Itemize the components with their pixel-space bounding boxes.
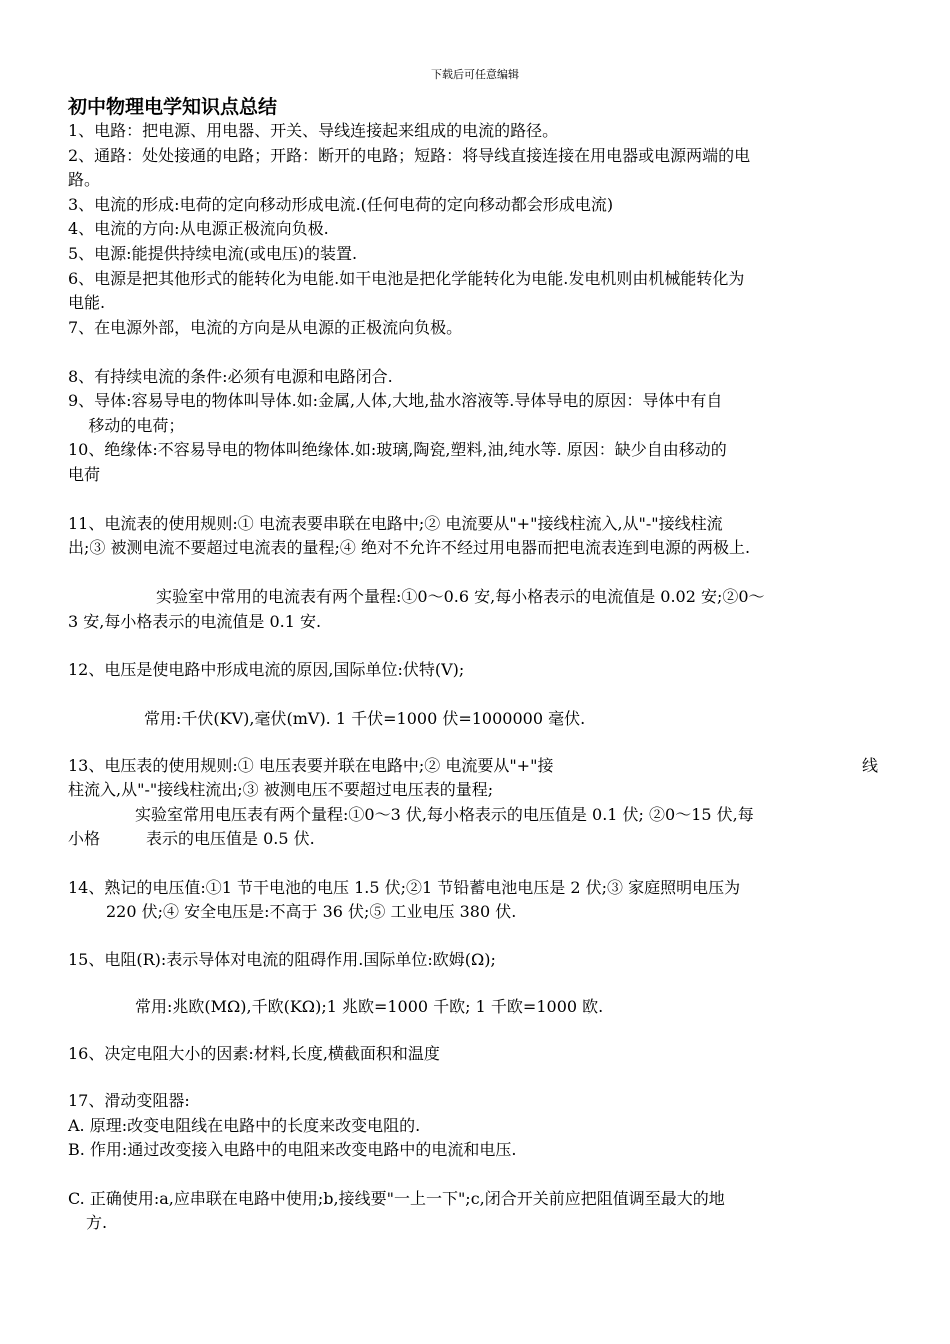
text-line: 6、电源是把其他形式的能转化为电能.如干电池是把化学能转化为电能.发电机则由机械能转化为 bbox=[68, 269, 745, 288]
page-header: 下载后可任意编辑 bbox=[431, 68, 519, 81]
text-line: 5、电源:能提供持续电流(或电压)的装置. bbox=[68, 244, 358, 263]
text-line: 2、通路：处处接通的电路；开路：断开的电路；短路：将导线直接连接在用电器或电源两端的电 bbox=[68, 146, 751, 165]
text-line: 14、熟记的电压值:①1 节干电池的电压 1.5 伏;②1 节铅蓄电池电压是 2 伏;③ 家庭照明电压为 bbox=[68, 878, 741, 897]
text-line: 路。 bbox=[68, 170, 101, 189]
text-line: 10、绝缘体:不容易导电的物体叫绝缘体.如:玻璃,陶瓷,塑料,油,纯水等. 原因：缺少自由移动的 bbox=[68, 440, 727, 459]
text-line: 电能. bbox=[68, 293, 106, 312]
text-line: 1、电路：把电源、用电器、开关、导线连接起来组成的电流的路径。 bbox=[68, 121, 559, 140]
text-line: 常用:兆欧(MΩ),千欧(KΩ);1 兆欧=1000 千欧; 1 千欧=1000 欧. bbox=[135, 997, 604, 1016]
text-line: 柱流入,从"-"接线柱流出;③ 被测电压不要超过电压表的量程; bbox=[68, 780, 494, 799]
text-line: C. 正确使用:a,应串联在电路中使用;b,接线要"一上一下";c,闭合开关前应把阻值调至最大的地 bbox=[68, 1189, 725, 1208]
text-line: 12、电压是使电路中形成电流的原因,国际单位:伏特(V); bbox=[68, 660, 465, 679]
text-line: 实验室常用电压表有两个量程:①0～3 伏,每小格表示的电压值是 0.1 伏; ②0～15 伏,每 bbox=[135, 805, 754, 824]
text-line: 表示的电压值是 0.5 伏. bbox=[146, 829, 315, 848]
text-line: 常用:千伏(KV),毫伏(mV). 1 千伏=1000 伏=1000000 毫伏. bbox=[144, 709, 586, 728]
document-title: 初中物理电学知识点总结 bbox=[68, 96, 278, 118]
text-line: 小格 bbox=[68, 829, 101, 848]
text-line: 4、电流的方向:从电源正极流向负极. bbox=[68, 219, 329, 238]
text-line: A. 原理:改变电阻线在电路中的长度来改变电阻的. bbox=[68, 1116, 421, 1135]
text-line: 实验室中常用的电流表有两个量程:①0～0.6 安,每小格表示的电流值是 0.02 安;②0～ bbox=[156, 587, 765, 606]
text-line: 16、决定电阻大小的因素:材料,长度,横截面积和温度 bbox=[68, 1044, 440, 1063]
text-line: 出;③ 被测电流不要超过电流表的量程;④ 绝对不允许不经过用电器而把电流表连到电源的两极上. bbox=[68, 538, 751, 557]
text-line: 11、电流表的使用规则:① 电流表要串联在电路中;② 电流要从"+"接线柱流入,从"-"接线柱流 bbox=[68, 514, 723, 533]
text-line: 7、在电源外部，电流的方向是从电源的正极流向负极。 bbox=[68, 318, 463, 337]
text-line: 线 bbox=[862, 756, 879, 775]
text-line: 9、导体:容易导电的物体叫导体.如:金属,人体,大地,盐水溶液等.导体导电的原因：导体中有自 bbox=[68, 391, 723, 410]
text-line: 17、滑动变阻器: bbox=[68, 1091, 190, 1110]
text-line: B. 作用:通过改变接入电路中的电阻来改变电路中的电流和电压. bbox=[68, 1140, 517, 1159]
text-line: 方. bbox=[86, 1213, 108, 1232]
text-line: 3、电流的形成:电荷的定向移动形成电流.(任何电荷的定向移动都会形成电流) bbox=[68, 195, 614, 214]
text-line: 移动的电荷； bbox=[68, 416, 185, 435]
text-line: 8、有持续电流的条件:必须有电源和电路闭合. bbox=[68, 367, 393, 386]
text-line: 电荷 bbox=[68, 465, 101, 484]
text-line: 3 安,每小格表示的电流值是 0.1 安. bbox=[68, 612, 322, 631]
text-line: 13、电压表的使用规则:① 电压表要并联在电路中;② 电流要从"+"接 bbox=[68, 756, 554, 775]
text-line: 15、电阻(R):表示导体对电流的阻碍作用.国际单位:欧姆(Ω); bbox=[68, 950, 496, 969]
text-line: 220 伏;④ 安全电压是:不高于 36 伏;⑤ 工业电压 380 伏. bbox=[106, 902, 517, 921]
